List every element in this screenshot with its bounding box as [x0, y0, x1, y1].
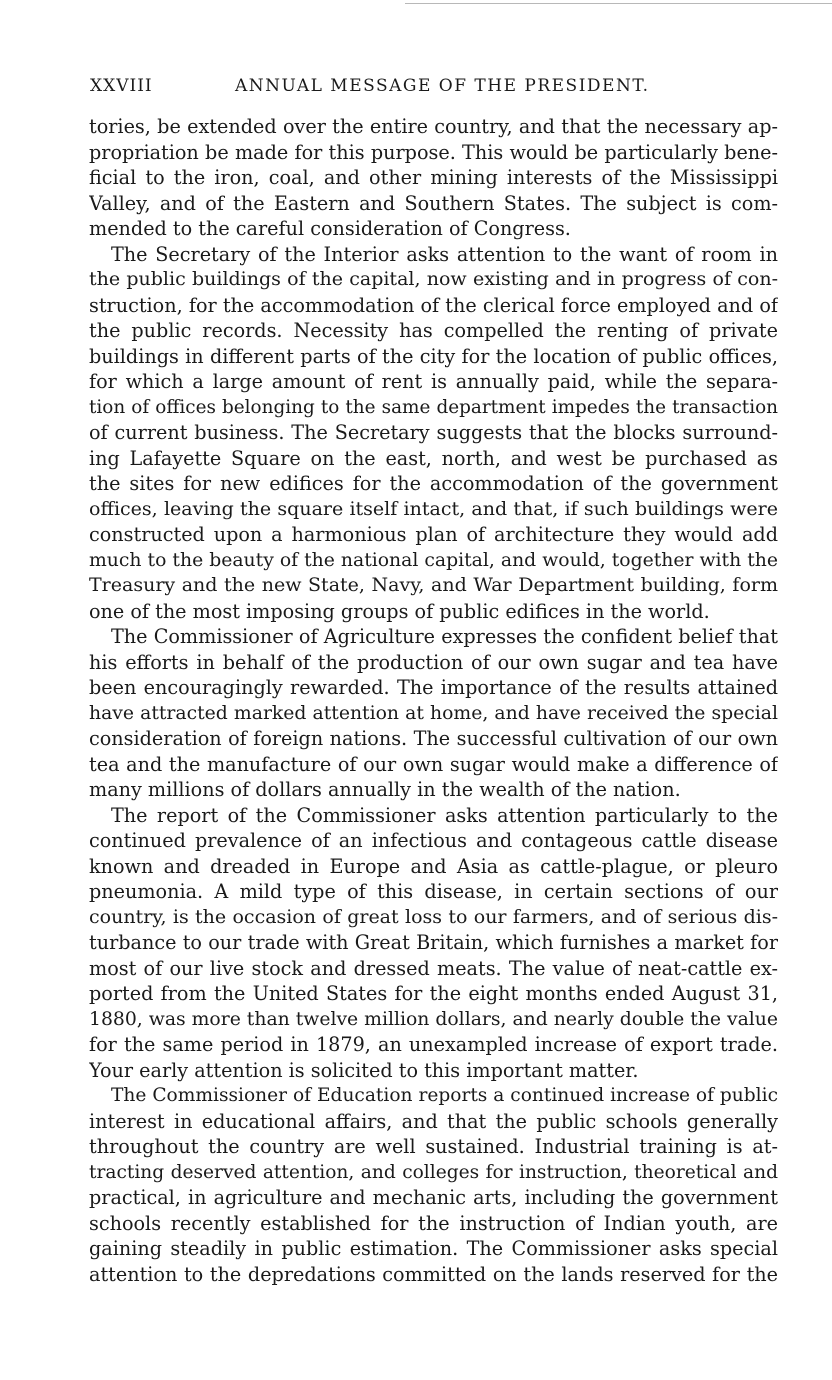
text-line: many millions of dollars annually in the wealth of the nation.	[89, 778, 681, 801]
text-line: the public records. Necessity has compelled the renting of private	[89, 319, 778, 342]
text-line: offices, leaving the square itself intact, and that, if such buildings were	[89, 497, 778, 520]
text-line: practical, in agriculture and mechanic arts, including the government	[89, 1186, 778, 1209]
text-line: 1880, was more than twelve million dollars, and nearly double the value	[89, 1008, 778, 1030]
text-line: The Commissioner of Agriculture expresses the confident belief that	[111, 625, 778, 648]
text-line: tion of offices belonging to the same department impedes the transaction	[89, 396, 778, 418]
text-line: constructed upon a harmonious plan of architecture they would add	[89, 523, 778, 546]
text-line: propriation be made for this purpose. This would be particularly bene-	[89, 140, 778, 164]
text-line: attention to the depredations committed on the lands reserved for the	[89, 1262, 778, 1286]
text-line: tea and the manufacture of our own sugar would make a difference of	[89, 752, 778, 776]
text-line: tracting deserved attention, and colleges for instruction, theoretical and	[89, 1161, 778, 1183]
text-line: known and dreaded in Europe and Asia as cattle-plague, or pleuro	[89, 854, 778, 878]
text-line: continued prevalence of an infectious and contageous cattle disease	[89, 829, 778, 852]
text-line: schools recently established for the instruction of Indian youth, are	[89, 1211, 778, 1235]
text-line: buildings in different parts of the city for the location of public offices,	[89, 344, 778, 368]
text-line: for which a large amount of rent is annually paid, while the separa-	[89, 370, 778, 393]
text-line: gaining steadily in public estimation. The Commissioner asks special	[89, 1237, 778, 1260]
text-line: most of our live stock and dressed meats. The value of neat-cattle ex-	[89, 956, 778, 980]
page-number: XXVIII	[90, 76, 153, 96]
text-line: struction, for the accommodation of the clerical force employed and of	[89, 293, 778, 317]
text-line: been encouragingly rewarded. The importance of the results attained	[89, 676, 778, 699]
text-line: the sites for new edifices for the accommodation of the government	[89, 472, 778, 495]
top-rule	[405, 3, 832, 4]
text-line: one of the most imposing groups of public edifices in the world.	[89, 599, 710, 623]
text-line: The Secretary of the Interior asks attention to the want of room in	[111, 242, 778, 266]
text-line: have attracted marked attention at home, and have received the special	[89, 702, 778, 724]
paragraph-secretary-interior	[89, 242, 778, 625]
text-line: ficial to the iron, coal, and other mining interests of the Mississippi	[89, 166, 778, 189]
text-line: pneumonia. A mild type of this disease, in certain sections of our	[89, 880, 778, 903]
text-line: of current business. The Secretary suggests that the blocks surround-	[89, 421, 778, 444]
text-line: for the same period in 1879, an unexampled increase of export trade.	[89, 1033, 778, 1056]
text-line: his efforts in behalf of the production of our own sugar and tea have	[89, 650, 778, 674]
text-line: much to the beauty of the national capital, and would, together with the	[89, 549, 778, 571]
paragraph-commissioner-education	[89, 1083, 778, 1287]
paragraph-cattle-disease	[89, 803, 778, 1084]
text-line: mended to the careful consideration of Congress.	[89, 217, 571, 240]
running-title: ANNUAL MESSAGE OF THE PRESIDENT.	[235, 76, 650, 96]
paragraph-commissioner-agriculture	[89, 624, 778, 803]
text-line: throughout the country are well sustained. Industrial training is at-	[89, 1135, 778, 1158]
text-line: the public buildings of the capital, now existing and in progress of con-	[89, 268, 778, 290]
paragraph-continued-surveys	[89, 114, 778, 242]
text-line: turbance to our trade with Great Britain, which furnishes a market for	[89, 931, 778, 954]
text-line: ported from the United States for the eight months ended August 31,	[89, 982, 778, 1005]
text-line: country, is the occasion of great loss to our farmers, and of serious dis-	[89, 905, 778, 928]
text-line: Treasury and the new State, Navy, and War Department building, form	[89, 574, 778, 596]
text-line: interest in educational affairs, and that the public schools generally	[89, 1109, 778, 1133]
text-line: tories, be extended over the entire country, and that the necessary ap-	[89, 115, 778, 138]
text-line: Valley, and of the Eastern and Southern States. The subject is com-	[89, 191, 778, 215]
text-line: consideration of foreign nations. The successful cultivation of our own	[89, 727, 778, 750]
body-text	[89, 114, 778, 1287]
text-line: ing Lafayette Square on the east, north, and west be purchased as	[89, 446, 778, 470]
text-line: Your early attention is solicited to this important matter.	[89, 1058, 639, 1082]
page-header	[90, 76, 780, 100]
text-line: The Commissioner of Education reports a continued increase of public	[111, 1085, 778, 1106]
text-line: The report of the Commissioner asks attention particularly to the	[111, 803, 778, 827]
